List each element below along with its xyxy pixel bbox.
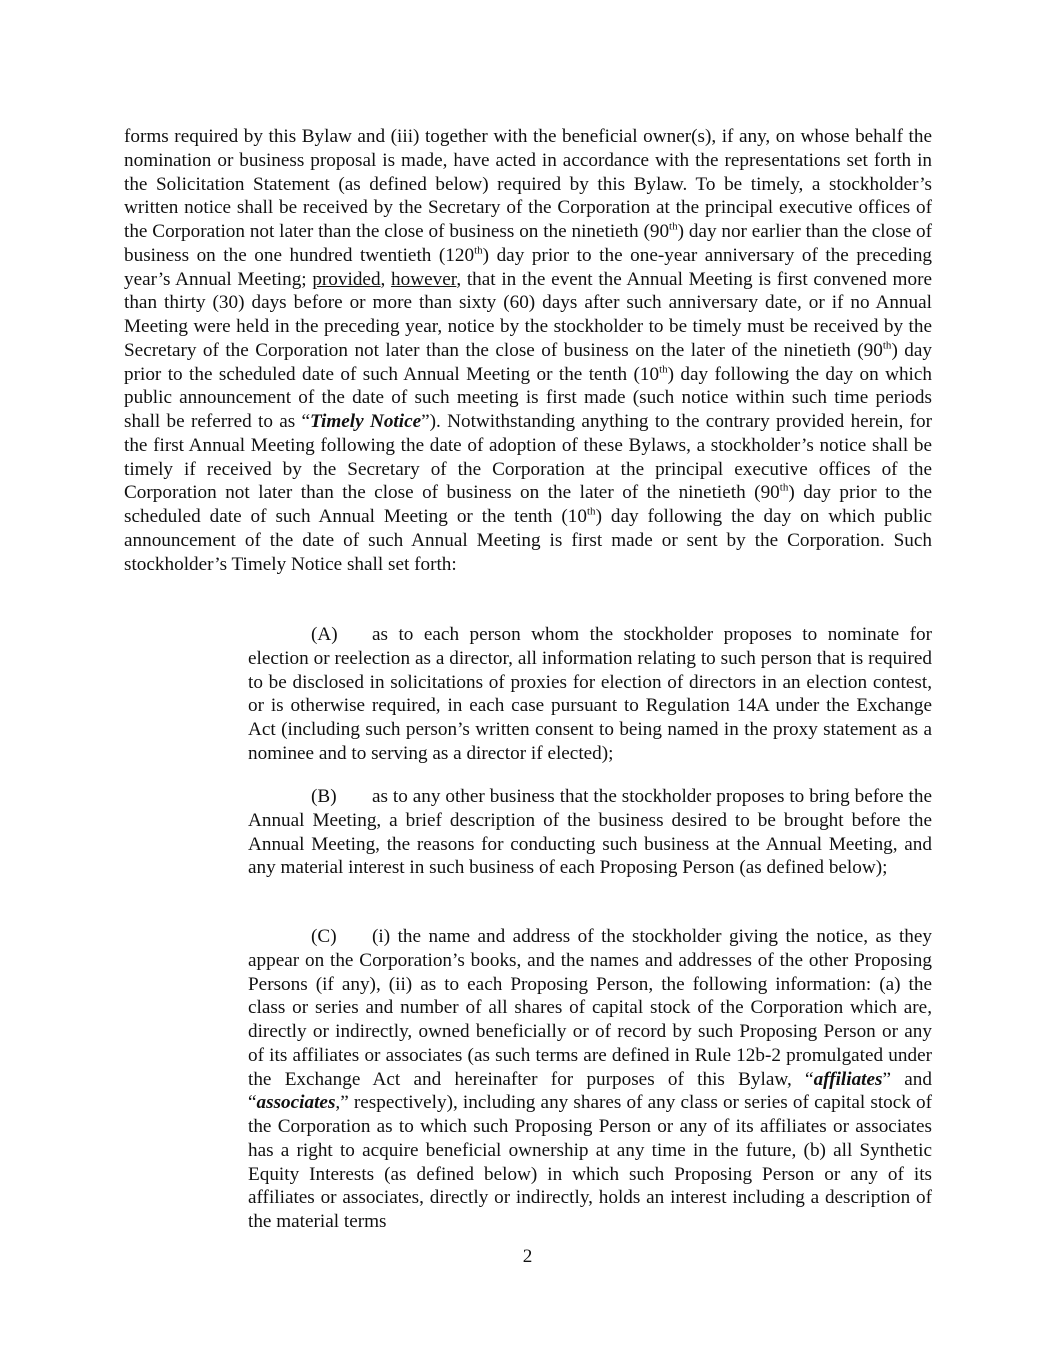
clause-b	[248, 785, 932, 880]
provided-term: provided	[312, 268, 381, 290]
clause-c-marker: (C)	[311, 926, 337, 947]
main-paragraph: forms required by this Bylaw and (iii) together with the beneficial owner(s), if any, on whose behalf the nomination or business proposal is made, have acted in accordance with the representations set forth in the Solicitation Statement (as defined below) required by this Bylaw. To be timely, a stockholder’s written notice shall be received by the Secretary of the Corporation at the principal executive offices of the Corporation not later than the close of business on the ninetieth (90th) day nor earlier than the close of business on the one hundred twentieth (120th) day prior to the one-year anniversary of the preceding year’s Annual Meeting; provided, however, that in the event the Annual Meeting is first convened more than thirty (30) days before or more than sixty (60) days after such anniversary date, or if no Annual Meeting were held in the preceding year, notice by the stockholder to be timely must be received by the Secretary of the Corporation not later than the close of business on the later of the ninetieth (90th) day prior to the scheduled date of such Annual Meeting or the tenth (10th) day following the day on which public announcement of the date of such meeting is first made (such notice within such time periods shall be referred to as “Timely Notice”). Notwithstanding anything to the contrary provided herein, for the first Annual Meeting following the date of adoption of these Bylaws, a stockholder’s notice shall be timely if received by the Secretary of the Corporation at the principal executive offices of the Corporation not later than the close of business on the later of the ninetieth (90th) day prior to the scheduled date of such Annual Meeting or the tenth (10th) day following the day on which public announcement of the date of such Annual Meeting is first made or sent by the Corporation. Such stockholder’s Timely Notice shall set forth:	[124, 126, 933, 575]
clause-a	[248, 623, 932, 766]
page-number: 2	[522, 1246, 533, 1267]
clause-b-text: as to any other business that the stockholder proposes to bring before the Annual Meeting, a brief description of the business desired to be brought before the Annual Meeting, the reasons for conducting such business at the Annual Meeting, and any material interest in such business of each Proposing Person (as defined below);	[248, 786, 932, 879]
timely-notice-term: Timely Notice	[310, 411, 422, 432]
affiliates-term: affiliates	[813, 1068, 883, 1090]
associates-term: associates	[256, 1092, 336, 1114]
clause-a-text: as to each person whom the stockholder proposes to nominate for election or reelection as a director, all information relating to such person that is required to be disclosed in solicitations of proxies for election of directors in an election contest, or is otherwise required, in each case pursuant to Regulation 14A under the Exchange Act (including such person’s written consent to being named in the proxy statement as a nominee and to serving as a director if elected);	[248, 624, 932, 764]
clause-a-marker: (A)	[311, 624, 338, 645]
clause-c: (C) (i) the name and address of the stockholder giving the notice, as they appear on the Corporation’s books, and the names and addresses of the other Proposing Persons (if any), (ii) as to each Proposing Person, the following information: (a) the class or series and number of all shares of capital stock of the Corporation which are, directly or indirectly, owned beneficially or of record by such Proposing Person or any of its affiliates or associates (as such terms are defined in Rule 12b-2 promulgated under the Exchange Act and hereinafter for purposes of this Bylaw, “affiliates” and “associates,” respectively), including any shares of any class or series of capital stock of the Corporation as to which such Proposing Person or any of its affiliates or associates has a right to acquire beneficial ownership at any time in the future, (b) all Synthetic Equity Interests (as defined below) in which such Proposing Person or any of its affiliates or associates, directly or indirectly, holds an interest including a description of the material terms	[248, 926, 932, 1232]
clause-b-marker: (B)	[311, 786, 337, 807]
however-term: however	[391, 268, 457, 290]
